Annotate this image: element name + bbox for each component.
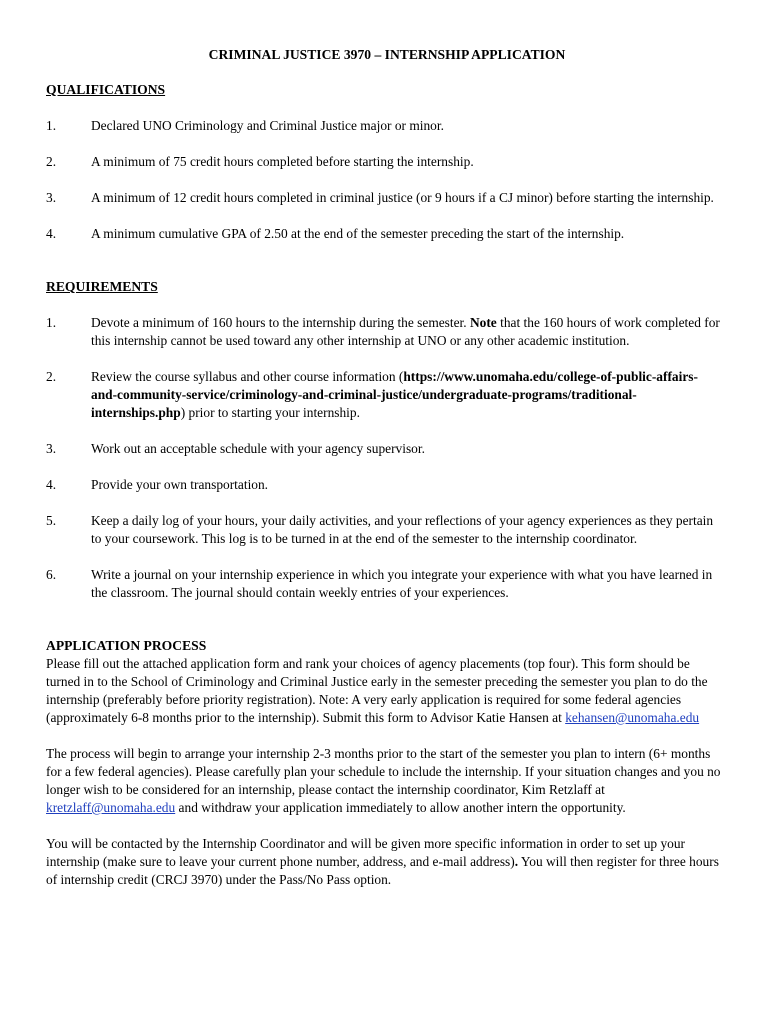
retzlaff-email-link[interactable]: kretzlaff@unomaha.edu	[46, 800, 176, 815]
paragraph-text-after: You will then register for three hours of internship credit (CRCJ 3970) under the Pass/No Pass option.	[46, 854, 719, 887]
item-text: A minimum cumulative GPA of 2.50 at the end of the semester preceding the start of the internship.	[91, 226, 625, 241]
qualifications-list	[46, 117, 722, 243]
item-text: Provide your own transportation.	[91, 477, 269, 492]
qualifications-heading: QUALIFICATIONS	[46, 82, 166, 97]
item-number: 1.	[46, 118, 57, 133]
list-item	[46, 189, 722, 207]
hansen-email-link[interactable]: kehansen@unomaha.edu	[565, 710, 700, 725]
list-item	[46, 117, 722, 135]
qualifications-section	[46, 81, 722, 243]
list-item	[46, 440, 722, 458]
list-item	[46, 476, 722, 494]
item-number: 1.	[46, 315, 57, 330]
requirements-list	[46, 314, 722, 602]
document-title: CRIMINAL JUSTICE 3970 – INTERNSHIP APPLICATION	[208, 47, 566, 62]
paragraph-text: You will be contacted by the Internship Coordinator and will be given more specific information in order to set up your internship (make sure to leave your current phone number, address, and e-mail address)	[46, 836, 686, 869]
item-text: Declared UNO Criminology and Criminal Justice major or minor.	[91, 118, 444, 133]
list-item	[46, 225, 722, 243]
list-item	[46, 512, 722, 548]
application-section	[46, 637, 722, 889]
item-text-before: Devote a minimum of 160 hours to the internship during the semester.	[91, 315, 470, 330]
note-label: Note	[469, 315, 497, 330]
list-item	[46, 368, 722, 422]
application-paragraph-3	[46, 835, 722, 889]
item-number: 3.	[46, 190, 57, 205]
item-text-after: ) prior to starting your internship.	[180, 405, 360, 420]
item-text	[91, 368, 722, 422]
item-text: Write a journal on your internship experience in which you integrate your experience with what you have learned in the classroom. The journal should contain weekly entries of your experiences.	[91, 567, 713, 600]
item-number: 4.	[46, 226, 57, 241]
application-heading: APPLICATION PROCESS	[46, 638, 207, 653]
item-text	[91, 314, 722, 350]
paragraph-text: Please fill out the attached application form and rank your choices of agency placements (top four). This form should be turned in to the School of Criminology and Criminal Justice early in the semester preceding the semester you plan to do the internship (preferably before priority registration). Note: A very early application is required for some federal agencies (approximately 6-8 months prior to the internship). Submit this form to Advisor Katie Hansen at	[46, 656, 708, 725]
list-item	[46, 314, 722, 350]
item-number: 4.	[46, 477, 57, 492]
item-text-after: that the 160 hours of work completed for this internship cannot be used toward any other internship at UNO or any other academic institution.	[91, 315, 720, 348]
requirements-heading: REQUIREMENTS	[46, 279, 158, 294]
item-number: 2.	[46, 369, 57, 384]
application-paragraph-2	[46, 745, 722, 817]
syllabus-url[interactable]: https://www.unomaha.edu/college-of-public-affairs-and-community-service/criminology-and-criminal-justice/undergraduate-programs/traditional-internships.php	[91, 369, 698, 420]
list-item	[46, 153, 722, 171]
item-text: Work out an acceptable schedule with your agency supervisor.	[91, 441, 425, 456]
application-paragraph-1	[46, 655, 722, 727]
list-item	[46, 566, 722, 602]
item-number: 5.	[46, 513, 57, 528]
paragraph-period: .	[514, 854, 519, 869]
requirements-section	[46, 278, 722, 602]
paragraph-text-after: and withdraw your application immediately to allow another intern the opportunity.	[175, 800, 626, 815]
paragraph-text: The process will begin to arrange your internship 2-3 months prior to the start of the semester you plan to intern (6+ months for a few federal agencies). Please carefully plan your schedule to include the internship. If your situation changes and you no longer wish to be considered for an internship, please contact the internship coordinator, Kim Retzlaff at	[46, 746, 721, 797]
item-number: 6.	[46, 567, 57, 582]
document-page	[46, 46, 722, 889]
item-number: 2.	[46, 154, 57, 169]
item-number: 3.	[46, 441, 57, 456]
item-text: A minimum of 75 credit hours completed before starting the internship.	[91, 154, 474, 169]
item-text: Keep a daily log of your hours, your daily activities, and your reflections of your agency experiences as they pertain to your coursework. This log is to be turned in at the end of the semester to the internship coordinator.	[91, 513, 714, 546]
item-text: A minimum of 12 credit hours completed in criminal justice (or 9 hours if a CJ minor) before starting the internship.	[91, 190, 714, 205]
item-text-before: Review the course syllabus and other course information (	[91, 369, 404, 384]
